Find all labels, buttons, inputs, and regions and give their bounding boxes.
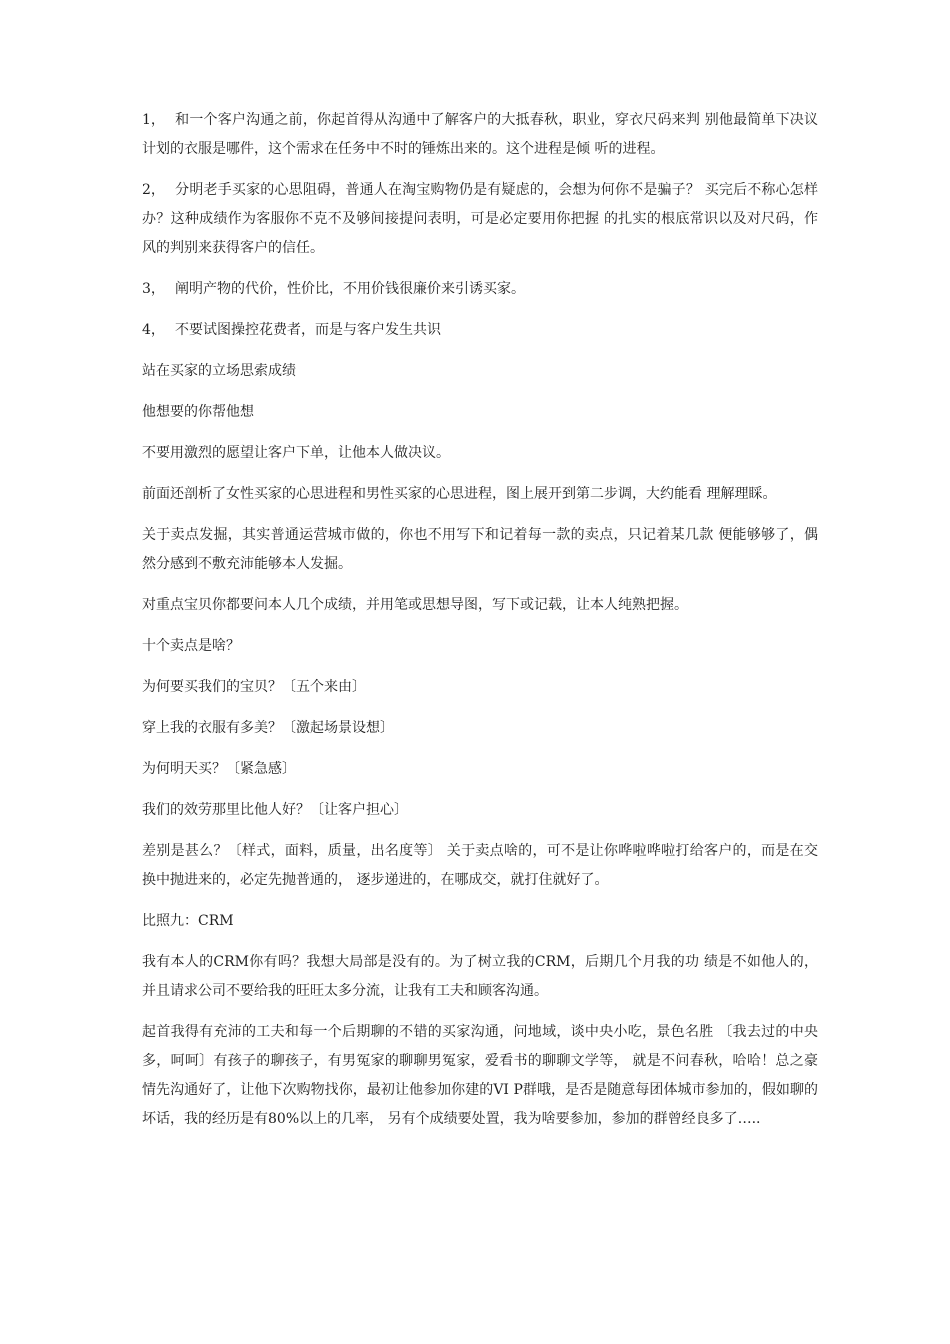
paragraph-18: 我有本人的CRM你有吗？我想大局部是没有的。为了树立我的CRM，后期几个月我的功 绩是不如他人的，并且请求公司不要给我的旺旺太多分流，让我有工夫和顾客沟通。 — [142, 954, 818, 999]
list-number: 1， — [142, 112, 165, 128]
paragraph-9: 关于卖点发掘，其实普通运营城市做的，你也不用写下和记着每一款的卖点，只记着某几款 便能够够了，偶然分感到不敷充沛能够本人发掘。 — [142, 527, 818, 572]
paragraph-2 — [142, 176, 818, 263]
document-page — [142, 106, 818, 1146]
paragraph-3 — [142, 275, 818, 304]
paragraph-17: 比照九：CRM — [142, 913, 234, 929]
paragraph-text: 阐明产物的代价，性价比，不用价钱很廉价来引诱买家。 — [175, 281, 525, 297]
paragraph-10: 对重点宝贝你都要问本人几个成绩，并用笔或思想导图，写下或记载，让本人纯熟把握。 — [142, 597, 688, 613]
paragraph-text: 分明老手买家的心思阻碍，普通人在淘宝购物仍是有疑虑的，会想为何你不是骗子？ 买完后不称心怎样办？这种成绩作为客服你不克不及够间接提问表明，可是必定要用你把握 的扎实的根底常识以及对尺码，作风的判别来获得客户的信任。 — [142, 182, 818, 256]
paragraph-13: 穿上我的衣服有多美？〔激起场景设想〕 — [142, 720, 394, 736]
paragraph-16: 差别是甚么？〔样式，面料，质量，出名度等〕 关于卖点啥的，可不是让你哗啦哗啦打给客户的，而是在交换中抛进来的，必定先抛普通的， 逐步递进的，在哪成交，就打住就好了。 — [142, 843, 818, 888]
paragraph-11: 十个卖点是啥？ — [142, 638, 240, 654]
paragraph-4 — [142, 316, 818, 345]
paragraph-14: 为何明天买？〔紧急感〕 — [142, 761, 296, 777]
paragraph-1 — [142, 106, 818, 164]
paragraph-12: 为何要买我们的宝贝？〔五个来由〕 — [142, 679, 366, 695]
paragraph-19: 起首我得有充沛的工夫和每一个后期聊的不错的买家沟通，问地域，谈中央小吃，景色名胜 〔我去过的中央多，呵呵〕有孩子的聊孩子，有男冤家的聊聊男冤家，爱看书的聊聊文学等， 就是不问春秋，哈哈！总之豪情先沟通好了，让他下次购物找你，最初让他参加你建的VI P群哦，是否是随意每团体城市参加的，假如聊的坏话，我的经历是有80%以上的几率， 另有个成绩要处置，我为啥要参加，参加的群曾经良多了….. — [142, 1024, 818, 1127]
list-number: 2， — [142, 182, 165, 198]
paragraph-8: 前面还剖析了女性买家的心思进程和男性买家的心思进程，图上展开到第二步调，大约能看 理解理睬。 — [142, 486, 777, 502]
paragraph-6: 他想要的你帮他想 — [142, 404, 254, 420]
list-number: 4， — [142, 322, 165, 338]
paragraph-15: 我们的效劳那里比他人好？〔让客户担心〕 — [142, 802, 408, 818]
paragraph-7: 不要用激烈的愿望让客户下单，让他本人做决议。 — [142, 445, 450, 461]
paragraph-5: 站在买家的立场思索成绩 — [142, 363, 296, 379]
paragraph-text: 不要试图操控花费者，而是与客户发生共识 — [175, 322, 441, 338]
list-number: 3， — [142, 281, 165, 297]
paragraph-text: 和一个客户沟通之前，你起首得从沟通中了解客户的大抵春秋，职业，穿衣尺码来判 别他最简单下决议计划的衣服是哪件，这个需求在任务中不时的锤炼出来的。这个进程是倾 听的进程。 — [142, 112, 818, 157]
